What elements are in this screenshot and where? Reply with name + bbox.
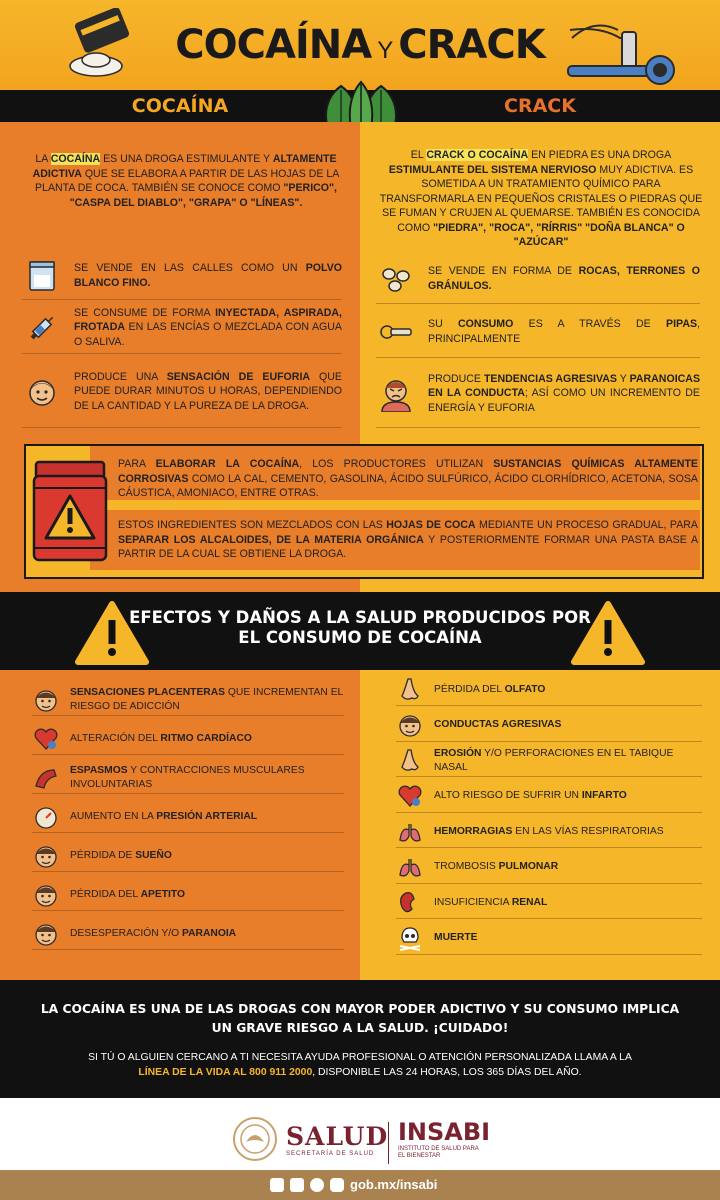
effect-item bbox=[396, 781, 702, 813]
text-run: OLFATO bbox=[504, 683, 546, 695]
heart-attack-icon bbox=[396, 782, 424, 810]
rocks-icon bbox=[376, 259, 416, 299]
item-text bbox=[428, 264, 700, 293]
insabi-subtitle: EL BIENESTAR bbox=[398, 1153, 441, 1159]
text-run: Y POSTERIORMENTE FORMAR UNA PASTA BASE A PARTIR DE LA CUAL SE OBTIENE LA DROGA. bbox=[118, 533, 699, 560]
heart-icon bbox=[32, 725, 60, 753]
nose-icon bbox=[396, 747, 424, 775]
help-text: , DISPONIBLE LAS 24 HORAS, LOS 365 DÍAS DEL AÑO. bbox=[312, 1067, 582, 1078]
effect-item bbox=[396, 816, 702, 848]
item-text bbox=[428, 317, 700, 346]
text-run: HEMORRAGIAS bbox=[434, 825, 513, 837]
aggressive-face-icon bbox=[396, 711, 424, 739]
item-text bbox=[428, 372, 700, 416]
youtube-icon[interactable] bbox=[330, 1178, 344, 1192]
salud-wordmark: SALUD bbox=[286, 1121, 389, 1151]
text-run: ES UNA DROGA ESTIMULANTE Y bbox=[100, 153, 273, 165]
text-run: PARANOIA bbox=[181, 927, 237, 939]
text-run: LA bbox=[35, 153, 51, 165]
effect-text bbox=[434, 896, 547, 910]
cocaina-item bbox=[22, 356, 342, 428]
angry-person-icon bbox=[376, 374, 416, 414]
footer-band bbox=[0, 980, 720, 1098]
text-run: PRODUCE UNA bbox=[74, 370, 167, 383]
text-run: EL bbox=[410, 149, 427, 161]
effect-item bbox=[32, 918, 344, 950]
social-links bbox=[270, 1177, 437, 1192]
effect-item bbox=[396, 745, 702, 777]
text-run: ESPASMOS bbox=[70, 764, 128, 776]
text-run: ROCAS, TERRONES O GRÁNULOS. bbox=[428, 265, 700, 292]
cocaina-item bbox=[22, 302, 342, 354]
text-run: DESESPERACIÓN Y/O bbox=[70, 927, 182, 939]
nose-smell-icon bbox=[396, 676, 424, 704]
text-run: ALTO RIESGO DE SUFRIR UN bbox=[434, 790, 582, 801]
twitter-icon[interactable] bbox=[290, 1178, 304, 1192]
effect-item bbox=[396, 710, 702, 742]
crack-item bbox=[376, 360, 700, 428]
insabi-subtitle: INSTITUTO DE SALUD PARA bbox=[398, 1146, 479, 1152]
happy-face-icon bbox=[32, 686, 60, 714]
text-run: EROSIÓN bbox=[434, 747, 482, 759]
text-run: PÉRDIDA DE bbox=[70, 849, 136, 861]
effects-title: EFECTOS Y DAÑOS A LA SALUD PRODUCIDOS POR EL CONSUMO DE COCAÍNA bbox=[129, 608, 591, 647]
text-run: QUE INCREMENTAN EL RIESGO DE ADICCIÓN bbox=[70, 686, 343, 712]
effect-text bbox=[434, 718, 561, 732]
instagram-icon[interactable] bbox=[310, 1178, 324, 1192]
bleeding-icon bbox=[396, 818, 424, 846]
text-run: INFARTO bbox=[581, 790, 627, 801]
warning-text-2 bbox=[118, 518, 698, 562]
text-run: AUMENTO EN LA bbox=[70, 810, 157, 822]
helpline[interactable]: LÍNEA DE LA VIDA AL 800 911 2000 bbox=[138, 1067, 313, 1078]
text-run: RITMO CARDÍACO bbox=[160, 732, 252, 744]
text-run: Y/O PERFORACIONES EN EL TABIQUE NASAL bbox=[434, 747, 674, 773]
text-run: ESTOS INGREDIENTES SON MEZCLADOS CON LAS bbox=[118, 519, 387, 531]
powder-bag-icon bbox=[22, 256, 62, 296]
cocaina-heading: COCAÍNA bbox=[131, 95, 229, 117]
salud-logo bbox=[232, 1112, 388, 1166]
effect-text bbox=[434, 931, 477, 945]
text-run: HOJAS DE COCA bbox=[386, 519, 476, 531]
text-run: APETITO bbox=[140, 888, 186, 900]
text-run: EN LAS ENCÍAS O MEZCLADA CON AGUA O SALIVA. bbox=[74, 321, 342, 348]
text-run: Y CONTRACCIONES MUSCULARES INVOLUNTARIAS bbox=[70, 764, 305, 790]
no-appetite-icon bbox=[32, 881, 60, 909]
text-run: PÉRDIDA DEL bbox=[434, 683, 505, 695]
text-run: MEDIANTE UN PROCESO GRADUAL, PARA bbox=[475, 519, 698, 531]
text-run: INSUFICIENCIA bbox=[434, 896, 512, 908]
effect-item bbox=[32, 723, 344, 755]
muscle-icon bbox=[32, 764, 60, 792]
effect-item bbox=[32, 840, 344, 872]
cocaina-item bbox=[22, 252, 342, 300]
effect-text bbox=[70, 764, 344, 792]
text-run: PULMONAR bbox=[498, 861, 559, 872]
text-run: SE VENDE EN FORMA DE bbox=[428, 265, 579, 277]
text-run: CONSUMO bbox=[458, 318, 514, 330]
help-text: SI TÚ O ALGUIEN CERCANO A TI NECESITA AYUDA PROFESIONAL O ATENCIÓN PERSONALIZADA LLAMA A LA bbox=[88, 1052, 632, 1063]
skull-icon bbox=[396, 924, 424, 952]
insabi-logo bbox=[398, 1112, 490, 1166]
text-run: SE VENDE EN LAS CALLES COMO UN bbox=[74, 262, 306, 274]
chemical-canister-icon bbox=[30, 458, 110, 568]
crack-item bbox=[376, 254, 700, 304]
item-text bbox=[74, 306, 342, 350]
text-run: , PRINCIPALMENTE bbox=[428, 318, 700, 345]
footer-warning: LA COCAÍNA ES UNA DE LAS DROGAS CON MAYOR PODER ADICTIVO Y SU CONSUMO IMPLICA UN GRAVE RIESGO A LA SALUD. ¡CUIDADO! bbox=[40, 1002, 680, 1035]
insabi-wordmark: INSABI bbox=[398, 1118, 491, 1146]
text-run: ; ASÍ COMO UN INCREMENTO DE ENERGÍA Y EUFORIA bbox=[428, 387, 700, 414]
effect-text bbox=[70, 927, 236, 941]
text-run: SENSACIÓN DE EUFORIA bbox=[166, 370, 311, 383]
page-title: COCAÍNA Y CRACK bbox=[175, 22, 545, 68]
text-run: SUEÑO bbox=[135, 849, 172, 861]
salud-subtitle: SECRETARÍA DE SALUD bbox=[286, 1150, 375, 1157]
warning-text-1 bbox=[118, 457, 698, 501]
facebook-icon[interactable] bbox=[270, 1178, 284, 1192]
text-run: CRACK O COCAÍNA bbox=[426, 149, 529, 161]
text-run: CONDUCTAS AGRESIVAS bbox=[434, 719, 562, 730]
text-run: SU bbox=[428, 318, 459, 330]
text-run: ES A TRAVÉS DE bbox=[513, 318, 667, 330]
crack-heading: CRACK bbox=[504, 95, 576, 117]
effect-text bbox=[434, 825, 664, 839]
text-run: SE CONSUME DE FORMA bbox=[74, 306, 216, 319]
text-run: COCAÍNA bbox=[50, 153, 101, 165]
cocaina-intro bbox=[28, 152, 344, 210]
text-run: TENDENCIAS AGRESIVAS bbox=[483, 372, 617, 385]
text-run: QUE PUEDE DURAR MINUTOS U HORAS, DEPENDIENDO DE LA CANTIDAD Y LA PUREZA DE LA DROGA. bbox=[74, 370, 342, 412]
text-run: PRODUCE bbox=[428, 372, 484, 385]
text-run: EN PIEDRA ES UNA DROGA bbox=[528, 149, 672, 161]
effect-text bbox=[70, 888, 185, 902]
text-run: "PERICO", "CASPA DEL DIABLO", "GRAPA" O "LÍNEAS". bbox=[69, 182, 337, 209]
euphoric-face-icon bbox=[22, 372, 62, 412]
effect-item bbox=[32, 801, 344, 833]
eagle-seal-icon bbox=[232, 1116, 278, 1162]
effect-item bbox=[396, 887, 702, 919]
anxious-face-icon bbox=[32, 920, 60, 948]
text-run: POLVO BLANCO FINO. bbox=[74, 262, 342, 289]
text-run: MUERTE bbox=[434, 932, 478, 943]
text-run: Y bbox=[616, 372, 630, 385]
text-run: PRESIÓN ARTERIAL bbox=[156, 810, 258, 822]
effect-text bbox=[434, 747, 702, 775]
effect-text bbox=[70, 849, 172, 863]
text-run: RENAL bbox=[511, 896, 548, 908]
text-run: MUY ADICTIVA. ES SOMETIDA A UN TRATAMIENTO QUÍMICO PARA TRANSFORMARLA EN PEQUEÑOS CRISTALES O PIEDRAS QUE SE FUMAN Y CRUJEN AL QUEMARSE. TAMBIÉN ES CONOCIDA COMO bbox=[379, 163, 703, 234]
item-text bbox=[74, 370, 342, 414]
text-run: ALTAMENTE ADICTIVA bbox=[32, 153, 337, 180]
text-run: SEPARAR LOS ALCALOIDES, DE LA MATERIA ORGÁNICA bbox=[118, 533, 424, 546]
text-run: TROMBOSIS bbox=[434, 861, 499, 872]
effect-item bbox=[32, 879, 344, 911]
effect-item bbox=[396, 852, 702, 884]
text-run: SUSTANCIAS QUÍMICAS ALTAMENTE CORROSIVAS bbox=[118, 458, 698, 485]
lungs-icon bbox=[396, 853, 424, 881]
footer-help bbox=[30, 1050, 690, 1080]
effect-text bbox=[70, 810, 257, 824]
effect-item bbox=[32, 762, 344, 794]
sleepless-face-icon bbox=[32, 842, 60, 870]
item-text bbox=[74, 261, 342, 290]
crack-intro bbox=[376, 148, 706, 250]
text-run: , LOS PRODUCTORES UTILIZAN bbox=[299, 458, 494, 470]
effect-text bbox=[70, 732, 252, 746]
logo-divider bbox=[388, 1122, 389, 1164]
text-run: QUE SE ELABORA A PARTIR DE LAS HOJAS DE LA PLANTA DE COCA. TAMBIÉN SE CONOCE COMO bbox=[34, 167, 340, 194]
text-run: "PIEDRA", "ROCA", "RÍRRIS" "DOÑA BLANCA" O "AZÚCAR" bbox=[433, 221, 685, 248]
syringe-icon bbox=[22, 308, 62, 348]
text-run: EN LAS VÍAS RESPIRATORIAS bbox=[512, 825, 664, 837]
crack-item bbox=[376, 306, 700, 358]
website-link[interactable]: gob.mx/insabi bbox=[350, 1177, 438, 1192]
pipe-icon bbox=[376, 312, 416, 352]
text-run: SENSACIONES PLACENTERAS bbox=[70, 686, 226, 698]
effect-text bbox=[434, 789, 627, 803]
text-run: ALTERACIÓN DEL bbox=[70, 732, 161, 744]
pressure-gauge-icon bbox=[32, 803, 60, 831]
text-run: PÉRDIDA DEL bbox=[70, 888, 141, 900]
text-run: COMO LA CAL, CEMENTO, GASOLINA, ÁCIDO SULFÚRICO, ÁCIDO CLORHÍDRICO, ACETONA, SOSA CÁUSTICA, AMONIACO, ENTRE OTRAS. bbox=[118, 472, 698, 499]
effect-text bbox=[434, 860, 558, 874]
effect-item bbox=[32, 684, 344, 716]
text-run: ELABORAR LA COCAÍNA bbox=[155, 458, 300, 470]
text-run: ESTIMULANTE DEL SISTEMA NERVIOSO bbox=[388, 163, 597, 176]
text-run: PARA bbox=[118, 458, 156, 470]
effect-text bbox=[434, 683, 545, 697]
effect-text bbox=[70, 686, 344, 714]
text-run: INYECTADA, ASPIRADA, FROTADA bbox=[74, 306, 342, 334]
text-run: PIPAS bbox=[666, 318, 698, 330]
text-run: PARANOICAS EN LA CONDUCTA bbox=[428, 372, 701, 400]
kidney-icon bbox=[396, 889, 424, 917]
effect-item bbox=[396, 674, 702, 706]
effect-item bbox=[396, 923, 702, 955]
